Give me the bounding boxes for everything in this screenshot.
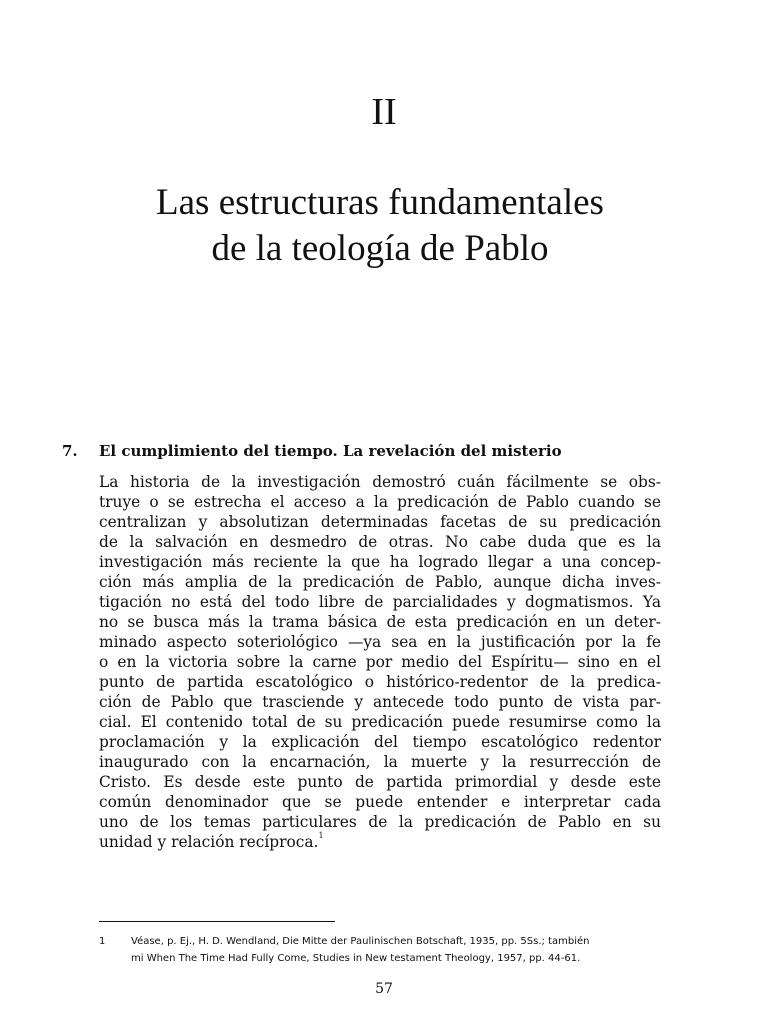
paragraph-line: ción más amplia de la predicación de Pablo, aunque dicha inves-: [99, 573, 661, 591]
body-paragraph: [99, 472, 661, 852]
footnote-divider: [99, 921, 335, 922]
footnote-line: Véase, p. Ej., H. D. Wendland, Die Mitte der Paulinischen Botschaft, 1935, pp. 5Ss.; también: [131, 936, 590, 947]
paragraph-line: minado aspecto soteriológico —ya sea en la justificación por la fe: [99, 633, 661, 651]
paragraph-line: de la salvación en desmedro de otras. No cabe duda que es la: [99, 533, 661, 551]
chapter-number: II: [371, 91, 397, 133]
footnote: [99, 933, 669, 967]
footnote-number: 1: [99, 936, 106, 947]
chapter-title-line: de la teología de Pablo: [211, 228, 549, 269]
paragraph-line: investigación más reciente la que ha logrado llegar a una concep-: [99, 553, 661, 571]
paragraph-line-last: [99, 832, 661, 852]
paragraph-line: tigación no está del todo libre de parcialidades y dogmatismos. Ya: [99, 593, 661, 611]
paragraph-line: Cristo. Es desde este punto de partida primordial y desde este: [99, 773, 661, 791]
paragraph-line: o en la victoria sobre la carne por medio del Espíritu— sino en el: [99, 653, 661, 671]
paragraph-line: truye o se estrecha el acceso a la predicación de Pablo cuando se: [99, 493, 661, 511]
page-number: 57: [375, 981, 393, 997]
section-heading: [62, 440, 702, 462]
footnote-text: [131, 933, 669, 967]
paragraph-line: uno de los temas particulares de la predicación de Pablo en su: [99, 813, 661, 831]
paragraph-line: punto de partida escatológico o histórico-redentor de la predica-: [99, 673, 661, 691]
chapter-title: [0, 180, 760, 272]
footnote-reference[interactable]: 1: [318, 831, 324, 840]
paragraph-line: inaugurado con la encarnación, la muerte y la resurrección de: [99, 753, 661, 771]
paragraph-line: ción de Pablo que trasciende y antecede todo punto de vista par-: [99, 693, 661, 711]
paragraph-line: proclamación y la explicación del tiempo escatológico redentor: [99, 733, 661, 751]
footnote-line: mi When The Time Had Fully Come, Studies in New testament Theology, 1957, pp. 44-61.: [131, 953, 581, 964]
paragraph-line: La historia de la investigación demostró cuán fácilmente se obs-: [99, 473, 661, 491]
section-number: 7.: [62, 442, 78, 460]
paragraph-line: común denominador que se puede entender e interpretar cada: [99, 793, 661, 811]
paragraph-line-text: unidad y relación recíproca.: [99, 833, 319, 851]
paragraph-line: centralizan y absolutizan determinadas facetas de su predicación: [99, 513, 661, 531]
chapter-title-line: Las estructuras fundamentales: [156, 182, 604, 223]
section-title: El cumplimiento del tiempo. La revelación del misterio: [99, 442, 562, 460]
paragraph-line: no se busca más la trama básica de esta predicación en un deter-: [99, 613, 661, 631]
paragraph-line: cial. El contenido total de su predicación puede resumirse como la: [99, 713, 661, 731]
